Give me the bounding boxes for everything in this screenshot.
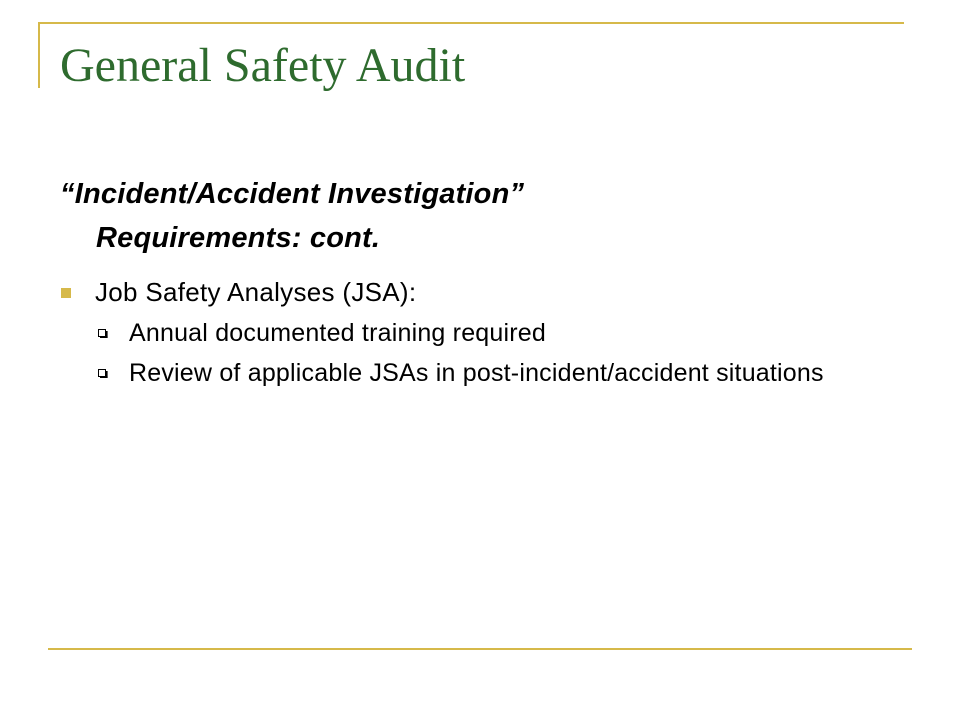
hollow-square-bullet-icon (98, 369, 108, 378)
bottom-rule (48, 648, 912, 650)
slide-title: General Safety Audit (60, 39, 466, 92)
sub-list-item (60, 316, 920, 350)
square-bullet-icon (61, 288, 71, 298)
top-rule (38, 22, 904, 24)
list-item-text: Job Safety Analyses (JSA): (95, 277, 417, 307)
section-heading-line-2: Requirements: cont. (96, 222, 381, 254)
left-rule (38, 22, 40, 88)
section-heading (60, 172, 920, 260)
slide-body (60, 172, 920, 390)
hollow-square-bullet-icon (98, 329, 108, 338)
list-item (60, 274, 920, 310)
section-heading-line-1: “Incident/Accident Investigation” (60, 178, 525, 210)
sub-list-item (60, 356, 920, 390)
sub-list-item-text: Annual documented training required (129, 319, 546, 347)
sub-list-item-text: Review of applicable JSAs in post-incident/accident situations (129, 359, 824, 387)
